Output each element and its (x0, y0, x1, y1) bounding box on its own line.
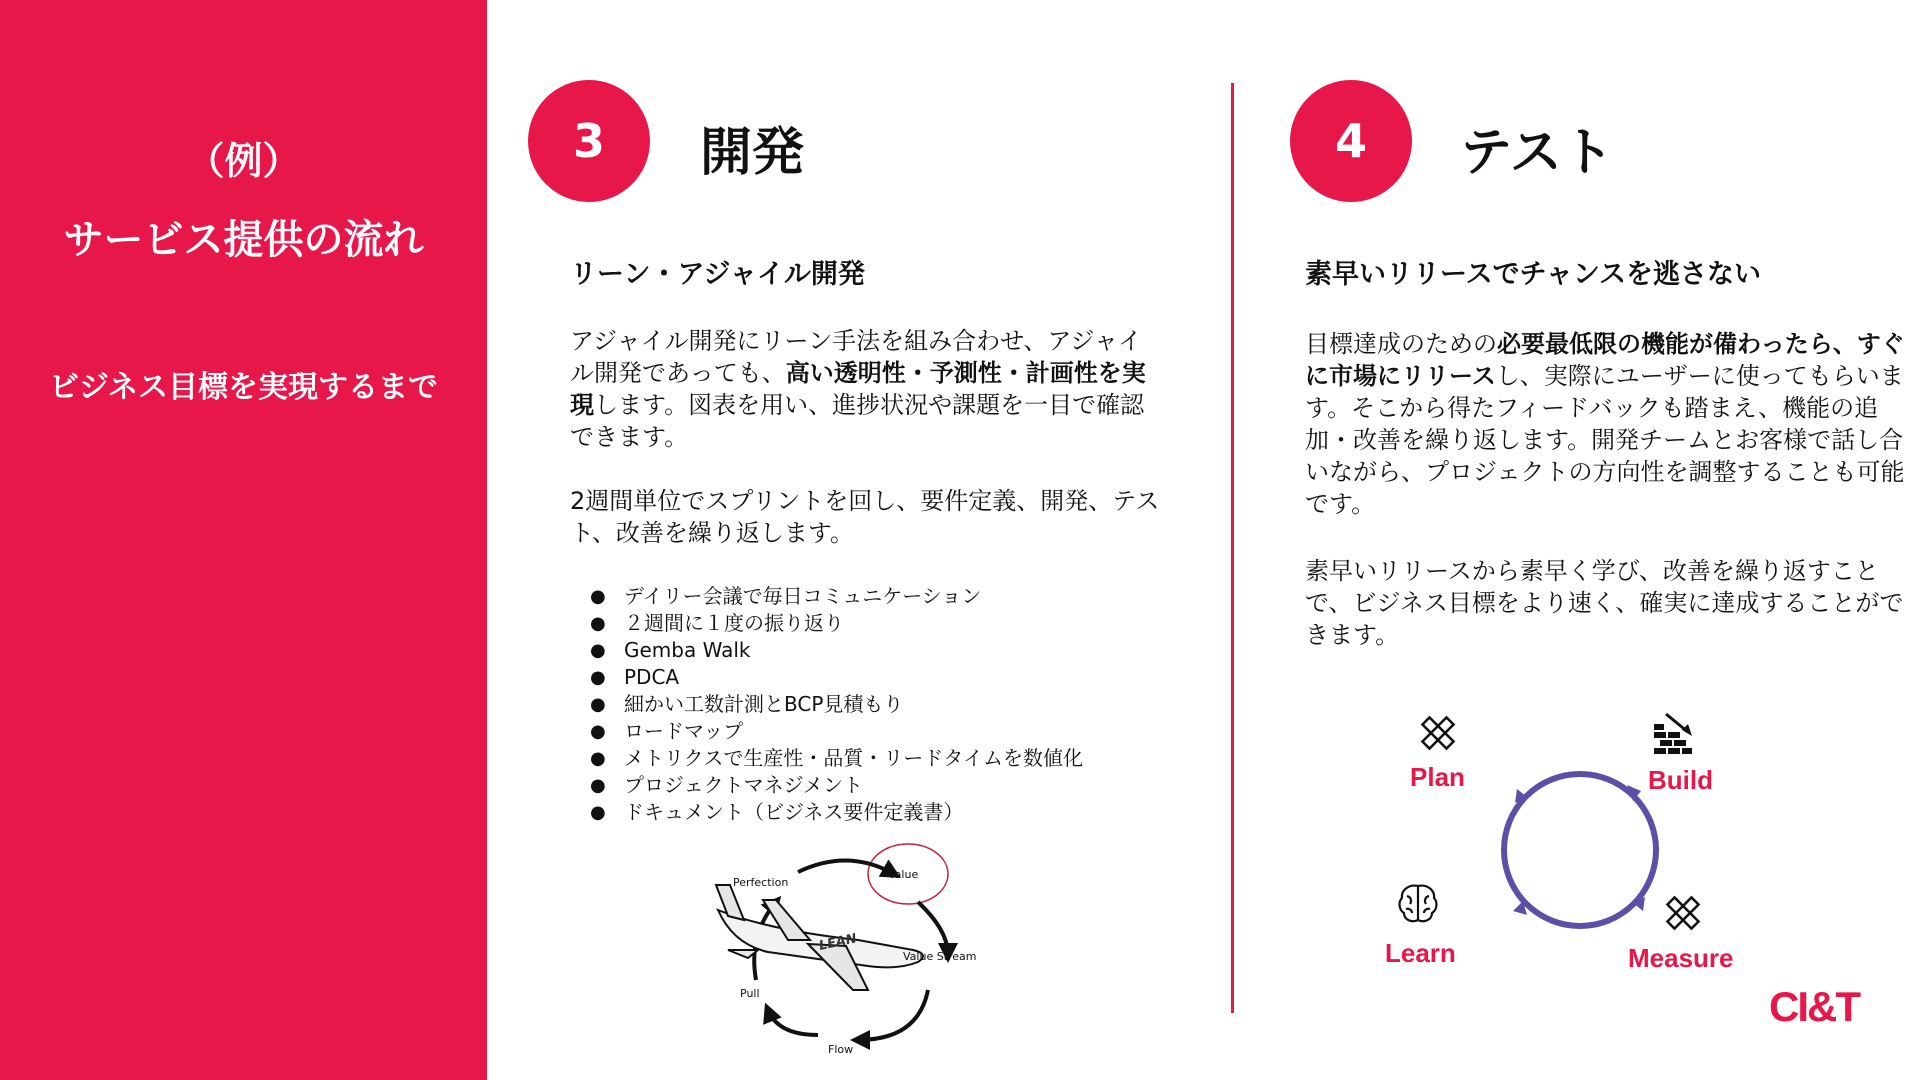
step-4-paragraph-2: 素早いリリースから素早く学び、改善を繰り返すことで、ビジネス目標をより速く、確実に達成することができます。 (1305, 557, 1904, 649)
arrow-pull (768, 1010, 818, 1035)
list-item (588, 583, 1148, 610)
bullet-dot: ● (590, 586, 606, 607)
list-item (588, 691, 1148, 718)
cycle-label-measure: Measure (1628, 943, 1734, 973)
cit-logo: CI&T (1769, 983, 1859, 1030)
step-3-number-badge: 3 (528, 80, 650, 202)
bullet-text: 細かい工数計測とBCP見積もり (624, 692, 904, 716)
label-perfection: Perfection (733, 876, 789, 889)
example-label: （例） (186, 139, 301, 183)
bullet-dot: ● (590, 775, 606, 796)
list-item (588, 799, 1148, 826)
column-divider (1231, 83, 1234, 1013)
step-3-title: 開発 (700, 123, 805, 183)
step-3-para1-bold: 高い透明性・予測性・計画性を実現 (570, 359, 1146, 419)
brick-wall-icon (1650, 710, 1696, 756)
build-measure-learn-cycle (1380, 710, 1760, 980)
bullet-dot: ● (590, 721, 606, 742)
step-4-number-badge: 4 (1290, 80, 1412, 202)
step-4-title: テスト (1460, 123, 1614, 183)
lean-cycle-figure (708, 840, 998, 1055)
step-4-para1-text-b: し、実際にユーザーに使ってもらいます。そこから得たフィードバックも踏まえ、機能の追加・改善を繰り返します。開発チームとお客様で話し合いながら、プロジェクトの方向性を調整することも可能です。 (1305, 362, 1905, 518)
cycle-label-build: Build (1648, 765, 1713, 795)
brain-icon (1395, 880, 1441, 926)
step-3-para1-text-b: します。図表を用い、進捗状況や課題を一目で確認できます。 (570, 391, 1145, 451)
bullet-text: ロードマップ (624, 719, 744, 743)
step-3-paragraph-1 (570, 325, 1160, 453)
arrow-value-stream (918, 902, 948, 955)
list-item (588, 745, 1148, 772)
step-4-para1-bold: 必要最低限の機能が備わったら、すぐに市場にリリース (1305, 330, 1905, 390)
pencil-ruler-icon (1415, 710, 1461, 756)
cycle-ring (1495, 765, 1665, 935)
bullet-dot: ● (590, 748, 606, 769)
bullet-text: ２週間に１度の振り返り (624, 611, 844, 635)
list-item (588, 718, 1148, 745)
bullet-text: デイリー会議で毎日コミュニケーション (624, 584, 982, 608)
cycle-label-plan: Plan (1410, 762, 1465, 792)
airplane-icon (716, 885, 923, 990)
arrow-flow (858, 990, 928, 1040)
bullet-dot: ● (590, 694, 606, 715)
step-3-bullet-list (588, 583, 1148, 826)
pencil-ruler-icon (1660, 890, 1706, 936)
bullet-text: Gemba Walk (624, 638, 751, 662)
step-4-para1-text-a: 目標達成のための (1305, 330, 1497, 358)
label-value: Value (888, 868, 919, 881)
list-item (588, 664, 1148, 691)
plane-lean-text: LEAN (817, 931, 859, 954)
bullet-text: プロジェクトマネジメント (624, 773, 863, 797)
bullet-dot: ● (590, 613, 606, 634)
bullet-dot: ● (590, 640, 606, 661)
list-item (588, 772, 1148, 799)
step-3-paragraph-2: 2週間単位でスプリントを回し、要件定義、開発、テスト、改善を繰り返します。 (570, 487, 1160, 547)
bullet-dot: ● (590, 802, 606, 823)
label-flow: Flow (828, 1043, 854, 1055)
bullet-dot: ● (590, 667, 606, 688)
step-4-subheading: 素早いリリースでチャンスを逃さない (1305, 259, 1762, 290)
arrow-perfection-value (798, 860, 894, 874)
label-pull: Pull (740, 987, 760, 1000)
sidebar-title: サービス提供の流れ (63, 217, 424, 263)
bullet-text: PDCA (624, 665, 680, 689)
bullet-text: ドキュメント（ビジネス要件定義書） (624, 800, 964, 824)
label-value-stream: Value Stream (903, 950, 977, 963)
bullet-text: メトリクスで生産性・品質・リードタイムを数値化 (624, 746, 1083, 770)
list-item (588, 637, 1148, 664)
step-3-subheading: リーン・アジャイル開発 (570, 259, 865, 290)
step-3-para1-text-a: アジャイル開発にリーン手法を組み合わせ、アジャイル開発であっても、 (570, 327, 1142, 387)
cycle-label-learn: Learn (1385, 938, 1456, 968)
list-item (588, 610, 1148, 637)
sidebar-subtitle: ビジネス目標を実現するまで (48, 370, 439, 405)
sidebar-panel (0, 0, 487, 1080)
step-4-paragraph-1 (1305, 328, 1905, 520)
